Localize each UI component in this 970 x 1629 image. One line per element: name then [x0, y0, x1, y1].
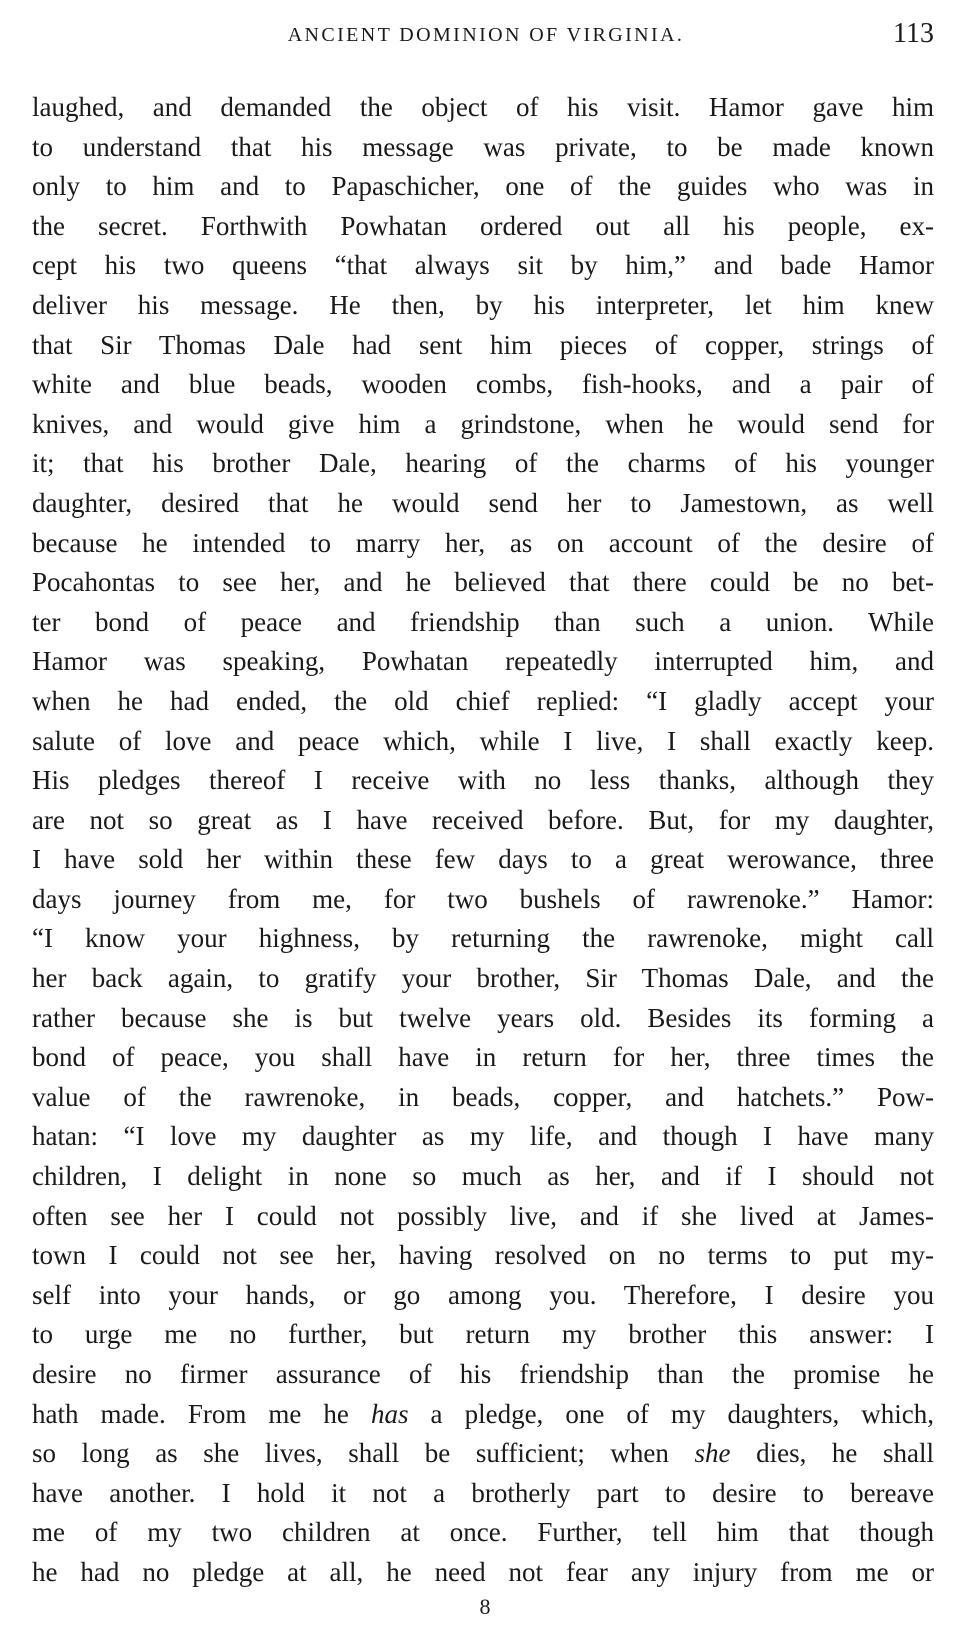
- text-line: town I could not see her, having resolved on no terms to put my-: [32, 1240, 934, 1271]
- body-text: [32, 88, 934, 1593]
- text-line: deliver his message. He then, by his interpreter, let him knew: [32, 289, 934, 320]
- text-line: value of the rawrenoke, in beads, copper, and hatchets.” Pow-: [32, 1081, 934, 1112]
- text-line: the secret. Forthwith Powhatan ordered out all his people, ex-: [32, 210, 934, 241]
- line-segment: dies, he shall: [730, 1438, 934, 1469]
- text-line: daughter, desired that he would send her to Jamestown, as well: [32, 487, 934, 518]
- running-title: ANCIENT DOMINION OF VIRGINIA.: [287, 24, 685, 46]
- text-line: self into your hands, or go among you. Therefore, I desire you: [32, 1279, 934, 1310]
- text-line-she: [32, 1434, 934, 1474]
- text-line: salute of love and peace which, while I live, I shall exactly keep.: [32, 725, 934, 756]
- text-line: knives, and would give him a grindstone, when he would send for: [32, 408, 934, 439]
- signature-mark: 8: [479, 1594, 491, 1619]
- line-segment: so long as she lives, shall be sufficient; when: [32, 1438, 695, 1469]
- text-line: days journey from me, for two bushels of rawrenoke.” Hamor:: [32, 883, 934, 914]
- text-line: “I know your highness, by returning the rawrenoke, might call: [32, 923, 934, 954]
- text-line: have another. I hold it not a brotherly part to desire to bereave: [32, 1477, 934, 1508]
- text-line: bond of peace, you shall have in return for her, three times the: [32, 1042, 934, 1073]
- line-segment: hath made. From me he: [32, 1398, 371, 1429]
- text-line: desire no firmer assurance of his friendship than the promise he: [32, 1359, 934, 1389]
- line-segment: a pledge, one of my daughters, which,: [408, 1398, 934, 1429]
- text-line: ter bond of peace and friendship than such a union. While: [32, 606, 934, 637]
- italic-word-she: she: [694, 1438, 731, 1469]
- text-line-has: [32, 1395, 934, 1435]
- text-line: that Sir Thomas Dale had sent him pieces of copper, strings of: [32, 329, 934, 360]
- text-line: His pledges thereof I receive with no less thanks, although they: [32, 765, 934, 796]
- text-line: children, I delight in none so much as her, and if I should not: [32, 1161, 934, 1192]
- text-line: Hamor was speaking, Powhatan repeatedly interrupted him, and: [32, 646, 934, 677]
- text-line: her back again, to gratify your brother, Sir Thomas Dale, and the: [32, 963, 934, 994]
- text-line: Pocahontas to see her, and he believed that there could be no bet-: [32, 567, 934, 598]
- text-line: often see her I could not possibly live, and if she lived at James-: [32, 1200, 934, 1231]
- text-line: to understand that his message was private, to be made known: [32, 131, 934, 162]
- text-line: laughed, and demanded the object of his visit. Hamor gave him: [32, 92, 934, 122]
- text-line: only to him and to Papaschicher, one of the guides who was in: [32, 171, 934, 202]
- text-line: to urge me no further, but return my brother this answer: I: [32, 1319, 934, 1350]
- text-line: when he had ended, the old chief replied: “I gladly accept your: [32, 685, 934, 716]
- italic-word-has: has: [370, 1398, 409, 1429]
- page-number: 113: [893, 18, 934, 49]
- text-line: because he intended to marry her, as on account of the desire of: [32, 527, 934, 558]
- text-line: he had no pledge at all, he need not fear any injury from me or: [32, 1556, 934, 1587]
- text-line: hatan: “I love my daughter as my life, and though I have many: [32, 1121, 934, 1152]
- running-head: [36, 18, 936, 52]
- text-line: are not so great as I have received before. But, for my daughter,: [32, 804, 934, 835]
- text-line: I have sold her within these few days to a great werowance, three: [32, 844, 934, 875]
- text-line: rather because she is but twelve years old. Besides its forming a: [32, 1002, 934, 1033]
- text-line: it; that his brother Dale, hearing of the charms of his younger: [32, 448, 934, 479]
- text-line: me of my two children at once. Further, tell him that though: [32, 1517, 934, 1548]
- text-line: cept his two queens “that always sit by him,” and bade Hamor: [32, 250, 934, 281]
- text-line: white and blue beads, wooden combs, fish-hooks, and a pair of: [32, 369, 934, 400]
